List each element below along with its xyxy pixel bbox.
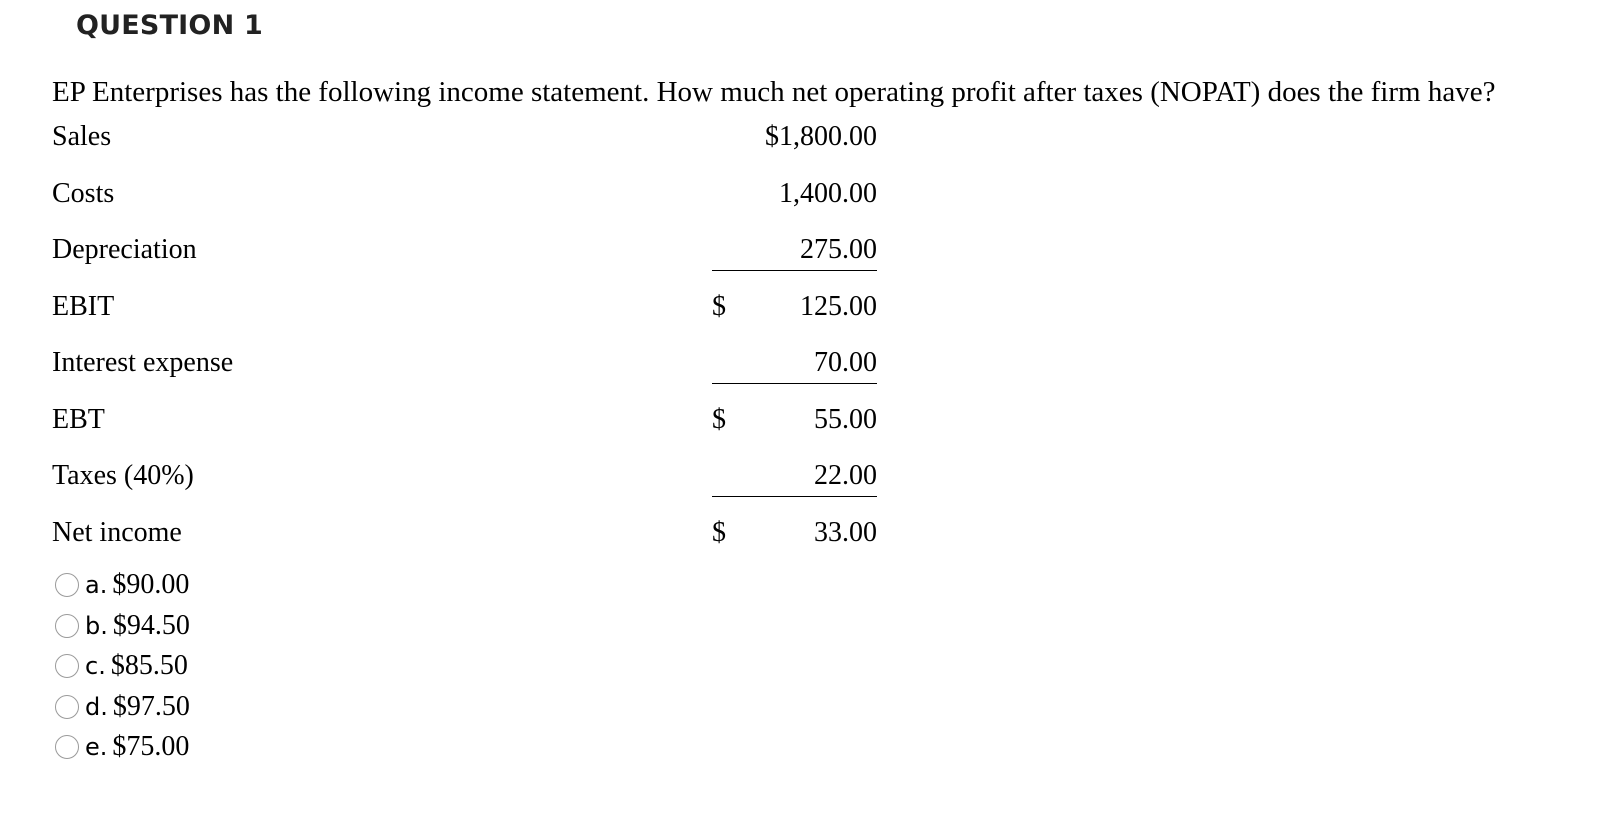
- statement-value: 1,400.00: [779, 177, 877, 209]
- currency-symbol: $: [712, 403, 726, 435]
- statement-label: EBIT: [52, 290, 115, 322]
- statement-row-sales: [52, 113, 877, 170]
- statement-value: $1,800.00: [765, 121, 877, 152]
- income-statement: [52, 113, 877, 565]
- statement-label: EBT: [52, 403, 105, 435]
- statement-amount: [712, 517, 877, 553]
- answer-option-e[interactable]: [55, 727, 190, 768]
- statement-value: 125.00: [800, 290, 877, 322]
- radio-button[interactable]: [55, 654, 79, 678]
- statement-row-ebit: [52, 283, 877, 340]
- radio-button[interactable]: [55, 614, 79, 638]
- radio-button[interactable]: [55, 735, 79, 759]
- question-title: QUESTION 1: [76, 10, 263, 41]
- statement-label: Taxes (40%): [52, 460, 194, 491]
- option-letter: d.: [85, 692, 108, 721]
- statement-label: Net income: [52, 516, 182, 548]
- currency-symbol: $: [712, 516, 726, 548]
- statement-amount: [712, 460, 877, 497]
- answer-option-c[interactable]: [55, 646, 190, 687]
- radio-button[interactable]: [55, 695, 79, 719]
- answer-options: [55, 565, 190, 768]
- statement-label: Sales: [52, 121, 112, 152]
- statement-amount: [712, 347, 877, 384]
- statement-value: 22.00: [814, 460, 877, 491]
- statement-amount: [712, 291, 877, 327]
- option-value: $75.00: [112, 731, 190, 763]
- statement-row-interest-expense: [52, 339, 877, 396]
- statement-label: Costs: [52, 177, 115, 209]
- question-prompt: EP Enterprises has the following income statement. How much net operating profit after taxes (NOPAT) does the firm have?: [52, 76, 1496, 108]
- answer-option-d[interactable]: [55, 687, 190, 728]
- statement-label: Depreciation: [52, 234, 197, 265]
- option-value: $97.50: [112, 690, 190, 722]
- statement-amount: [712, 404, 877, 440]
- statement-row-ebt: [52, 396, 877, 453]
- statement-amount: [712, 178, 877, 214]
- currency-symbol: $: [712, 290, 726, 322]
- statement-value: 275.00: [800, 234, 877, 265]
- statement-label: Interest expense: [52, 347, 234, 378]
- option-letter: b.: [85, 611, 108, 640]
- answer-option-a[interactable]: [55, 565, 190, 606]
- option-value: $94.50: [112, 609, 190, 641]
- statement-row-net-income: [52, 509, 877, 566]
- statement-value: 70.00: [814, 347, 877, 378]
- statement-value: 33.00: [814, 516, 877, 548]
- option-value: $85.50: [110, 650, 188, 682]
- statement-row-taxes: [52, 452, 877, 509]
- option-letter: c.: [85, 652, 106, 681]
- option-letter: e.: [85, 733, 108, 762]
- statement-amount: [712, 121, 877, 157]
- statement-row-depreciation: [52, 226, 877, 283]
- radio-button[interactable]: [55, 573, 79, 597]
- answer-option-b[interactable]: [55, 606, 190, 647]
- statement-row-costs: [52, 170, 877, 227]
- statement-amount: [712, 234, 877, 271]
- statement-value: 55.00: [814, 403, 877, 435]
- option-letter: a.: [85, 571, 108, 600]
- option-value: $90.00: [112, 569, 190, 601]
